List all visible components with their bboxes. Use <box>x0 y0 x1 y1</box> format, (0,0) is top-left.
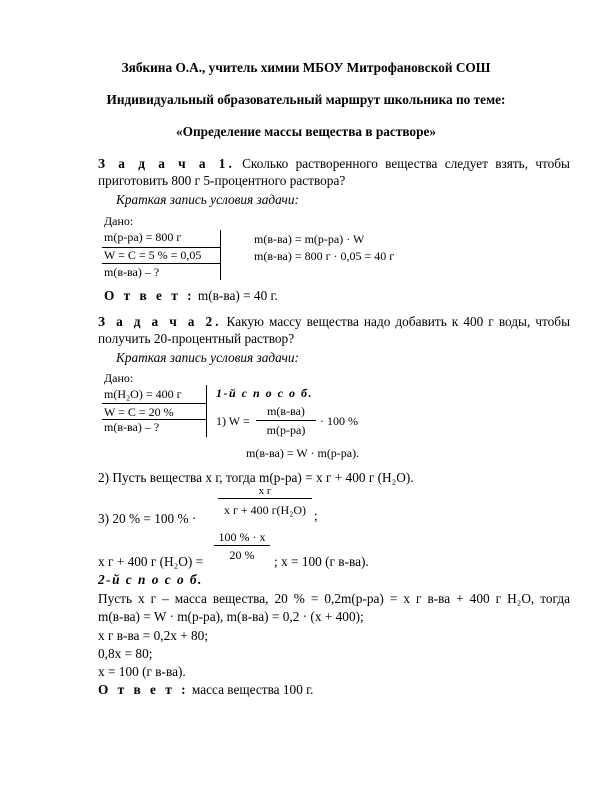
task1-text: Сколько растворенного вещества следует взять, чтобы <box>242 156 570 171</box>
step1-suffix: · 100 % <box>320 414 358 428</box>
method2-title: 2-й с п о с о б. <box>98 572 203 587</box>
author-line: Зябкина О.А., учитель химии МБОУ Митрофановской СОШ <box>121 60 491 75</box>
method2-line1: Пусть x г – масса вещества, 20 % = 0,2m(р-ра) = x г в-ва + 400 г H₂O, тогда <box>98 591 570 606</box>
task1-line2: приготовить 800 г 5-процентного раствора? <box>98 173 346 188</box>
task2-find-line <box>102 419 206 420</box>
task1-vertical-divider <box>220 230 221 280</box>
task1-given-underline <box>102 247 220 248</box>
task2-given-fraction: W = C = 20 % <box>104 405 174 419</box>
task2-answer <box>98 682 313 698</box>
step1-numerator: m(в-ва) <box>267 404 305 418</box>
subtitle-line: Индивидуальный образовательный маршрут школьника по теме: <box>106 92 506 107</box>
task1-short-note: Краткая запись условия задачи: <box>116 192 299 207</box>
task2-line2: получить 20-процентный раствор? <box>98 331 295 346</box>
task1-find-line <box>102 263 220 264</box>
task1-given-title: Дано: <box>104 214 134 228</box>
method2-line4: 0,8x = 80; <box>98 646 153 661</box>
step4-suffix: ; x = 100 (г в-ва). <box>274 554 369 569</box>
method1-title: 1-й с п о с о б. <box>216 386 313 400</box>
topic-title: «Определение массы вещества в растворе» <box>175 124 437 139</box>
task1-solution-formula: m(в-ва) = m(р-ра) · W <box>254 232 365 246</box>
step4-numerator: 100 % · x <box>218 530 266 544</box>
step1-denominator: m(р-ра) <box>266 423 306 437</box>
step4-denominator: 20 % <box>229 548 255 562</box>
task1-find: m(в-ва) – ? <box>104 265 160 279</box>
method2-line3: x г в-ва = 0,2x + 80; <box>98 628 209 643</box>
step3-suffix: ; <box>314 508 318 523</box>
step1-prefix: 1) W = <box>216 414 250 428</box>
step2-line: 2) Пусть вещества x г, тогда m(р-ра) = x г + 400 г (H₂O). <box>98 470 414 485</box>
step3-fraction-bar <box>218 498 312 499</box>
step3-denominator: x г + 400 г(H₂O) <box>223 503 307 517</box>
task1-answer <box>104 288 278 304</box>
method2-line5: x = 100 (г в-ва). <box>98 664 186 679</box>
task2-line1 <box>98 314 570 330</box>
task2-answer-text: масса вещества 100 г. <box>191 682 314 697</box>
task2-short-note: Краткая запись условия задачи: <box>116 350 299 365</box>
method2-line2: m(в-ва) = W · m(р-ра), m(в-ва) = 0,2 · (x + 400); <box>98 609 364 624</box>
task1-solution-calc: m(в-ва) = 800 г · 0,05 = 40 г <box>254 249 395 263</box>
task2-given-water: m(H₂O) = 400 г <box>104 387 182 401</box>
step4-fraction-bar <box>214 545 270 546</box>
task1-answer-text: m(в-ва) = 40 г. <box>197 288 278 303</box>
task2-given-underline <box>102 403 206 404</box>
task1-given-mass: m(р-ра) = 800 г <box>104 230 182 244</box>
task2-text: Какую массу вещества надо добавить к 400 г воды, чтобы <box>226 314 571 329</box>
task1-label: З а д а ч а 1. <box>98 156 235 171</box>
task2-given-title: Дано: <box>104 371 134 385</box>
step4-prefix: x г + 400 г (H₂O) = <box>98 554 204 569</box>
task1-line1 <box>98 156 570 172</box>
step3-numerator: x г <box>258 485 272 497</box>
step3-prefix: 3) 20 % = 100 % · <box>98 511 197 526</box>
task1-given-fraction: W = C = 5 % = 0,05 <box>104 248 202 262</box>
task2-find: m(в-ва) – ? <box>104 420 160 434</box>
step1-line2: m(в-ва) = W · m(р-ра). <box>246 446 360 460</box>
task1-answer-label: О т в е т : <box>104 288 195 303</box>
task2-label: З а д а ч а 2. <box>98 314 222 329</box>
task2-answer-label: О т в е т : <box>98 682 189 697</box>
task2-vertical-divider <box>206 385 207 437</box>
step1-fraction-bar <box>256 420 316 421</box>
